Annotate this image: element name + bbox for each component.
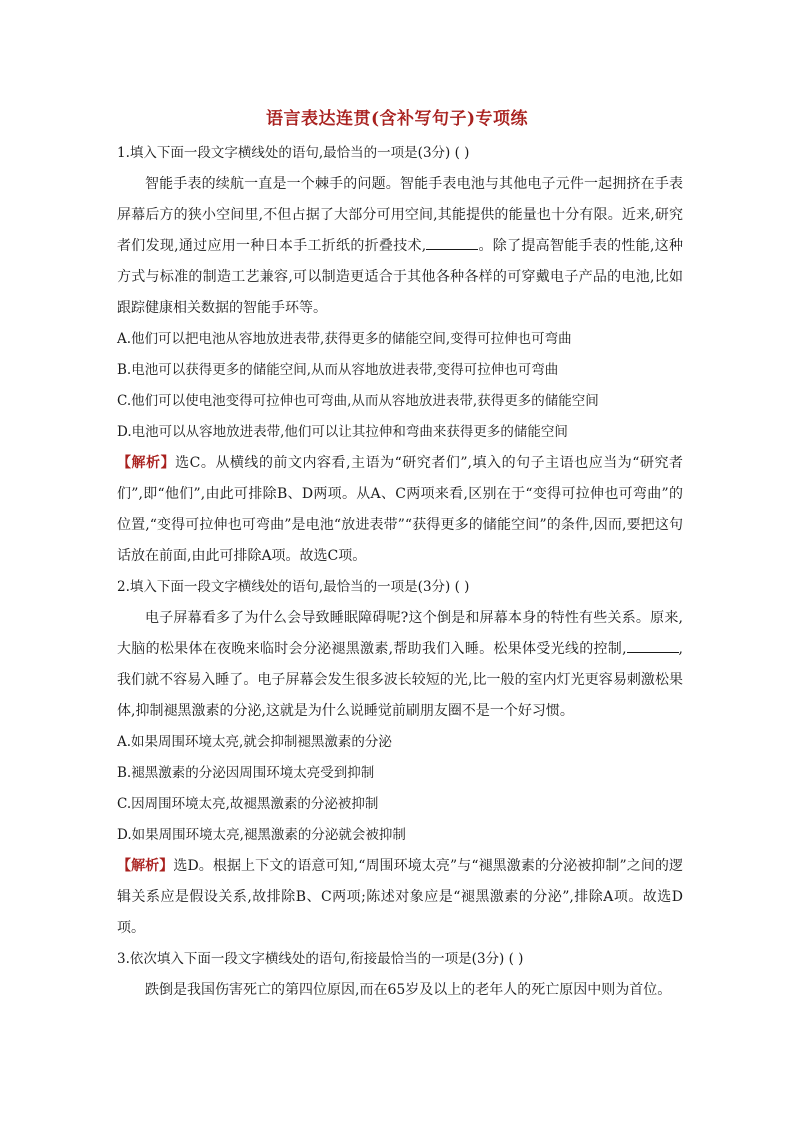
question-1-stem: 1.填入下面一段文字横线处的语句,最恰当的一项是(3分) ( ) (117, 145, 470, 161)
question-1-option-c: C.他们可以使电池变得可拉伸也可弯曲,从而从容地放进表带,获得更多的储能空间 (117, 393, 599, 409)
question-2-passage-part-a: 电子屏幕看多了为什么会导致睡眠障碍呢?这个倒是和屏幕本身的特性有些关系。原来,大脑的松果体在夜晚来临时会分泌褪黑激素,帮助我们入睡。松果体受光线的控制, (117, 610, 683, 657)
question-1-option-b: B.电池可以获得更多的储能空间,从而从容地放进表带,变得可拉伸也可弯曲 (117, 362, 559, 378)
question-1-passage (117, 169, 683, 324)
question-1-analysis (117, 448, 683, 572)
analysis-tag: 【解析】 (117, 858, 174, 874)
question-1-passage-part-a: 智能手表的续航一直是一个棘手的问题。智能手表电池与其他电子元件一起拥挤在手表屏幕后方的狭小空间里,不但占据了大部分可用空间,其能提供的能量也十分有限。近来,研究者们发现,通过应用一种日本手工折纸的折叠技术, (117, 176, 683, 254)
question-2-blank (627, 638, 679, 653)
question-2-analysis-text: 选D。根据上下文的语意可知,“周围环境太亮”与“褪黑激素的分泌被抑制”之间的逻辑关系应是假设关系,故排除B、C两项;陈述对象应是“褪黑激素的分泌”,排除A项。故选D项。 (117, 858, 684, 936)
question-1-option-d: D.电池可以从容地放进表带,他们可以让其拉伸和弯曲来获得更多的储能空间 (117, 424, 568, 440)
question-3-passage: 跌倒是我国伤害死亡的第四位原因,而在65岁及以上的老年人的死亡原因中则为首位。 (145, 982, 672, 998)
question-1-blank (426, 235, 478, 250)
document-content (117, 138, 683, 1006)
question-1-analysis-text: 选C。从横线的前文内容看,主语为“研究者们”,填入的句子主语也应当为“研究者们”,即“他们”,由此可排除B、D两项。从A、C两项来看,区别在于“变得可拉伸也可弯曲”的位置,“变得可拉伸也可弯曲”是电池“放进表带”“获得更多的储能空间”的条件,因而,要把这句话放在前面,由此可排除A项。故选C项。 (117, 455, 683, 564)
question-1-option-a: A.他们可以把电池从容地放进表带,获得更多的储能空间,变得可拉伸也可弯曲 (117, 331, 572, 347)
question-2-analysis (117, 851, 683, 944)
question-2-option-d: D.如果周围环境太亮,褪黑激素的分泌就会被抑制 (117, 827, 406, 843)
question-2-option-c: C.因周围环境太亮,故褪黑激素的分泌被抑制 (117, 796, 379, 812)
question-2-stem: 2.填入下面一段文字横线处的语句,最恰当的一项是(3分) ( ) (117, 579, 470, 595)
question-2-passage (117, 603, 683, 727)
question-2-passage-part-b: ,我们就不容易入睡了。电子屏幕会发生很多波长较短的光,比一般的室内灯光更容易刺激松果体,抑制褪黑激素的分泌,这就是为什么说睡觉前刷朋友圈不是一个好习惯。 (117, 641, 683, 719)
page-title: 语言表达连贯(含补写句子)专项练 (265, 109, 529, 129)
question-2-option-b: B.褪黑激素的分泌因周围环境太亮受到抑制 (117, 765, 375, 781)
question-3-stem: 3.依次填入下面一段文字横线处的语句,衔接最恰当的一项是(3分) ( ) (117, 951, 524, 967)
analysis-tag: 【解析】 (117, 455, 176, 471)
question-1-passage-part-b: 。除了提高智能手表的性能,这种方式与标准的制造工艺兼容,可以制造更适合于其他各种各样的可穿戴电子产品的电池,比如跟踪健康相关数据的智能手环等。 (117, 238, 683, 316)
question-2-option-a: A.如果周围环境太亮,就会抑制褪黑激素的分泌 (117, 734, 392, 750)
